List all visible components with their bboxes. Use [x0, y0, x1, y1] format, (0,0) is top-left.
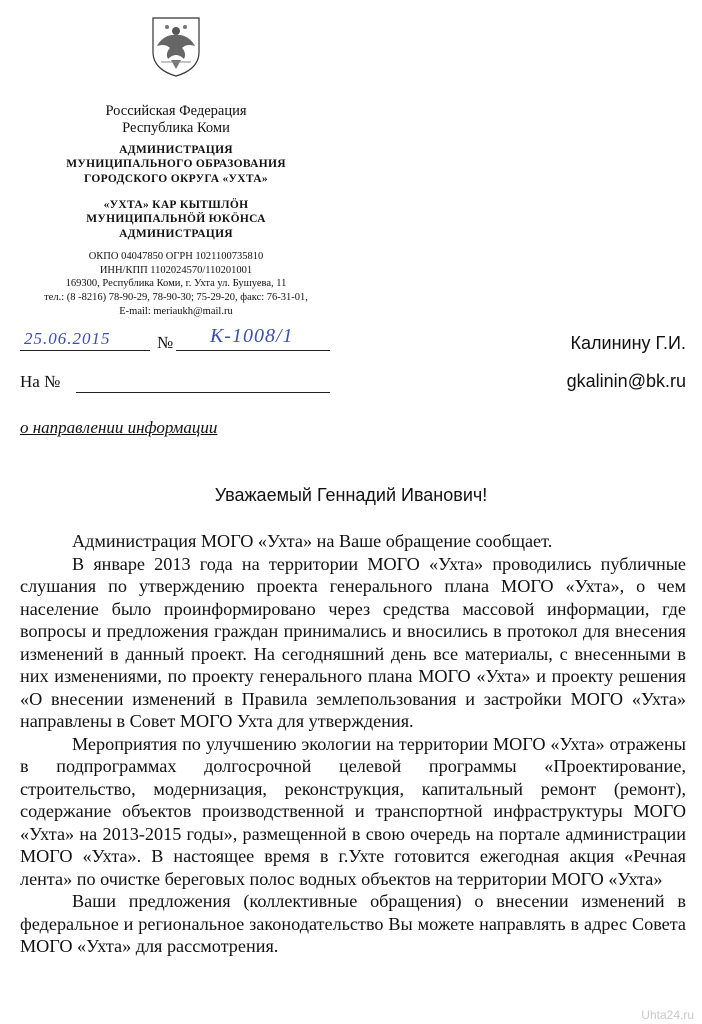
requisites-address: 169300, Республика Коми, г. Ухта ул. Бушуева, 11	[65, 278, 287, 290]
requisites-phone: тел.: (8 -8216) 78-90-29, 78-90-30; 75-29-20, факс: 76-31-01,	[44, 291, 308, 303]
admin-ru-line: ГОРОДСКОГО ОКРУГА «УХТА»	[84, 172, 268, 185]
number-underline	[176, 350, 330, 351]
outgoing-number: К-1008/1	[210, 325, 294, 347]
admin-komi-line: «УХТА» КАР КЫТШЛÖН	[103, 199, 249, 211]
number-sign: №	[157, 333, 174, 352]
admin-komi-line: АДМИНИСТРАЦИЯ	[119, 227, 233, 240]
paragraph: Мероприятия по улучшению экологии на территории МОГО «Ухта» отражены в подпрограммах долгосрочной целевой программы «Проектирование, строительство, модернизация, реконструкция, капитальный ремонт (ремонт), содержание объектов производственной и транспортной инфраструктуры МОГО «Ухта» на 2013-2015 годы», размещенной в свою очередь на портале администрации МОГО «Ухта». В настоящее время в г.Ухте готовится ежегодная акция «Речная лента» по очистке береговых полос водных объектов на территории МОГО «Ухта»	[20, 733, 686, 889]
letterhead-requisites	[22, 250, 330, 318]
recipient-email: gkalinin@bk.ru	[566, 371, 686, 391]
in-reply-label: На №	[20, 372, 61, 391]
country-line: Российская Федерация	[105, 103, 247, 119]
letterhead-country	[22, 103, 330, 138]
letter-subject: о направлении информации	[20, 418, 218, 437]
admin-komi-line: МУНИЦИПАЛЬНÖЙ ЮКÖНСА	[86, 213, 266, 226]
requisites-inn: ИНН/КПП 1102024570/110201001	[99, 264, 253, 276]
coat-of-arms-icon	[147, 14, 205, 78]
site-watermark: Uhta24.ru	[641, 1008, 694, 1022]
in-reply-underline	[76, 392, 330, 393]
recipient-name: Калинину Г.И.	[570, 333, 686, 353]
paragraph: Администрация МОГО «Ухта» на Ваше обращение сообщает.	[72, 531, 553, 551]
admin-ru-line: АДМИНИСТРАЦИЯ	[119, 144, 233, 156]
letterhead-admin-russian	[22, 143, 330, 186]
date-underline	[20, 350, 150, 351]
paragraph: В январе 2013 года на территории МОГО «Ухта» проводились публичные слушания по утверждению проекта генерального плана МОГО «Ухта», о чем население было проинформировано через средства массовой информации, где вопросы и предложения граждан принимались и вносились в протокол для внесения изменений в данный проект. На сегодняшний день все материалы, с внесенными в них изменениями, по проекту генерального плана МОГО «Ухта» и проекту решения «О внесении изменений в Правила землепользования и застройки МОГО «Ухта» направлены в Совет МОГО Ухта для утверждения.	[20, 553, 686, 731]
letterhead-admin-komi	[22, 198, 330, 241]
requisites-email: E-mail: meriaukh@mail.ru	[119, 305, 233, 317]
paragraph: Ваши предложения (коллективные обращения) о внесении изменений в федеральное и региональное законодательство Вы можете направлять в адрес Совета МОГО «Ухта» для рассмотрения.	[20, 891, 686, 956]
outgoing-date: 25.06.2015	[24, 329, 111, 348]
greeting: Уважаемый Геннадий Иванович!	[214, 485, 488, 505]
requisites-codes: ОКПО 04047850 ОГРН 1021100735810	[88, 251, 264, 262]
letter-body	[20, 530, 686, 958]
republic-line: Республика Коми	[122, 120, 230, 137]
admin-ru-line: МУНИЦИПАЛЬНОГО ОБРАЗОВАНИЯ	[66, 158, 286, 171]
